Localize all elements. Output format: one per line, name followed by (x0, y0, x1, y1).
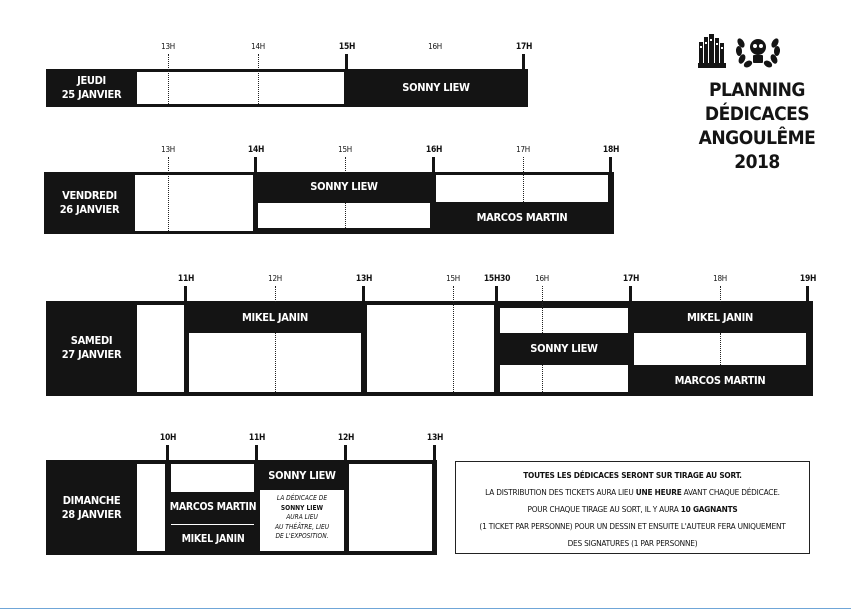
note-line: TOUTES LES DÉDICACES SERONT SUR TIRAGE AU SORT. (523, 470, 742, 480)
hour-marker (432, 157, 435, 173)
hour-marker (166, 445, 169, 461)
day-date: 27 JANVIER (61, 348, 122, 361)
note-text: AVANT CHAQUE DÉDICACE. (681, 487, 780, 497)
laurel-icon (733, 33, 783, 69)
empty-slot (436, 175, 608, 202)
tick-label: 14H (247, 145, 265, 155)
hour-marker (522, 54, 525, 70)
empty-slot (135, 175, 253, 231)
title-line: PLANNING (709, 79, 805, 101)
note-line: LA DÉDICACE DE (276, 494, 328, 502)
hour-gridline (275, 286, 276, 302)
hour-marker (345, 54, 348, 70)
hour-marker (254, 157, 257, 173)
tick-label: 18H (602, 145, 620, 155)
day-name: SAMEDI (70, 334, 113, 347)
tick-label: 17H (516, 145, 530, 154)
day-date: 25 JANVIER (61, 88, 122, 101)
note-line: SONNY LIEW (280, 503, 324, 512)
hour-gridline (720, 286, 721, 302)
note-line (456, 501, 809, 518)
empty-slot (137, 464, 165, 551)
day-label (46, 74, 137, 102)
tick-label: 16H (428, 42, 442, 51)
tick-label: 15H30 (483, 274, 511, 284)
note-emphasis: UNE HEURE (635, 487, 682, 497)
title-line: ANGOULÊME (698, 127, 816, 149)
hour-marker (362, 286, 365, 302)
day-name: VENDREDI (62, 189, 117, 202)
hour-gridline (345, 157, 346, 173)
note-line: DE L'EXPOSITION. (275, 532, 329, 540)
empty-slot (171, 464, 254, 492)
tick-label: 15H (338, 145, 352, 154)
hour-gridline (523, 157, 524, 202)
hour-gridline (542, 365, 543, 392)
empty-slot (349, 464, 432, 551)
note-line: (1 TICKET PAR PERSONNE) POUR UN DESSIN ET ENSUITE L'AUTEUR FERA UNIQUEMENT (479, 521, 786, 531)
hour-gridline (275, 333, 276, 392)
note-text: POUR CHAQUE TIRAGE AU SORT, IL Y AURA (527, 504, 681, 514)
tick-label: 17H (515, 42, 533, 52)
tick-label: 11H (177, 274, 195, 284)
empty-slot (258, 203, 430, 228)
day-label (44, 189, 135, 217)
title-line: DÉDICACES (704, 103, 810, 125)
hour-marker (255, 445, 258, 461)
session-mikel-janin: MIKEL JANIN (181, 533, 245, 545)
hour-gridline (258, 54, 259, 104)
day-name: DIMANCHE (62, 494, 121, 507)
session-mikel-janin: MIKEL JANIN (687, 311, 753, 324)
tick-label: 17H (622, 274, 640, 284)
day-date: 28 JANVIER (61, 508, 122, 521)
page-title (672, 78, 842, 174)
info-note-box (455, 461, 810, 554)
hour-gridline (453, 286, 454, 392)
session-sonny-liew: SONNY LIEW (530, 342, 598, 355)
day-label (46, 334, 137, 362)
hour-marker (344, 445, 347, 461)
session-marcos-martin: MARCOS MARTIN (476, 211, 568, 224)
hour-gridline (345, 203, 346, 228)
empty-slot (137, 305, 184, 392)
day-date: 26 JANVIER (59, 203, 120, 216)
tick-label: 18H (713, 274, 727, 283)
hour-gridline (720, 333, 721, 365)
note-line: AU THÉÂTRE, LIEU (274, 522, 330, 531)
tick-label: 16H (425, 145, 443, 155)
tick-label: 15H (338, 42, 356, 52)
tick-label: 16H (535, 274, 549, 283)
tick-label: 13H (161, 145, 175, 154)
note-text: LA DISTRIBUTION DES TICKETS AURA LIEU (485, 487, 636, 497)
empty-slot (500, 308, 628, 333)
tick-label: 12H (268, 274, 282, 283)
empty-slot (367, 305, 494, 392)
note-emphasis: 10 GAGNANTS (680, 504, 738, 514)
session-sonny-liew: SONNY LIEW (268, 469, 336, 482)
hour-marker (629, 286, 632, 302)
tick-label: 12H (337, 433, 355, 443)
hour-marker (806, 286, 809, 302)
empty-slot (500, 365, 628, 392)
tick-label: 11H (248, 433, 266, 443)
session-mikel-janin: MIKEL JANIN (242, 311, 308, 324)
note-line (456, 484, 809, 501)
tick-label: 10H (159, 433, 177, 443)
tick-label: 13H (355, 274, 373, 284)
hour-marker (184, 286, 187, 302)
theatre-note (260, 494, 344, 542)
bottom-border (0, 608, 851, 609)
hour-gridline (168, 54, 169, 104)
tick-label: 19H (799, 274, 817, 284)
hour-marker (609, 157, 612, 173)
tick-label: 13H (426, 433, 444, 443)
day-label (46, 494, 137, 522)
hour-gridline (168, 157, 169, 231)
session-sonny-liew: SONNY LIEW (310, 180, 378, 193)
note-line: DES SIGNATURES (1 PAR PERSONNE) (567, 538, 698, 548)
session-sonny-liew: SONNY LIEW (402, 81, 470, 94)
session-marcos-martin: MARCOS MARTIN (169, 501, 257, 513)
divider (171, 524, 254, 525)
tick-label: 15H (446, 274, 460, 283)
tick-label: 14H (251, 42, 265, 51)
hour-marker (495, 286, 498, 302)
title-line: 2018 (734, 151, 780, 173)
hour-gridline (542, 286, 543, 333)
hour-marker (433, 445, 436, 461)
day-name: JEUDI (77, 74, 106, 87)
note-line: AURA LIEU (286, 513, 318, 521)
session-marcos-martin: MARCOS MARTIN (674, 374, 766, 387)
urban-comics-logo (697, 34, 727, 68)
tick-label: 13H (161, 42, 175, 51)
